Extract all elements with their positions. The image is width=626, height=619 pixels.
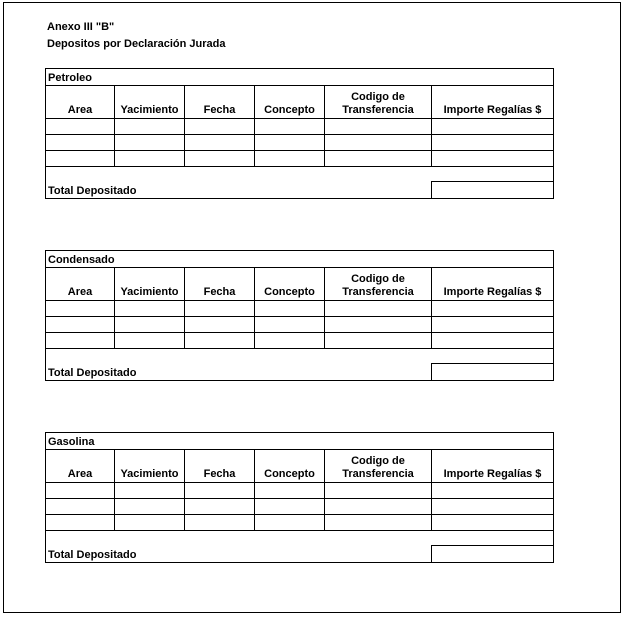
- col-codigo: Codigo de Transferencia: [325, 450, 432, 483]
- total-value-field: [432, 364, 554, 381]
- col-concepto: Concepto: [255, 450, 325, 483]
- total-value-field: [432, 182, 554, 199]
- section-title: Petroleo: [46, 69, 554, 86]
- col-area: Area: [46, 268, 115, 301]
- total-label: Total Depositado: [46, 182, 432, 199]
- section-title: Condensado: [46, 251, 554, 268]
- total-value-field: [432, 546, 554, 563]
- table-row: [46, 119, 554, 135]
- deposit-table: [45, 68, 554, 199]
- deposit-table: [45, 432, 554, 563]
- table-row: [46, 499, 554, 515]
- total-label: Total Depositado: [46, 546, 432, 563]
- deposit-table: [45, 250, 554, 381]
- col-area: Area: [46, 86, 115, 119]
- table-row: [46, 483, 554, 499]
- col-codigo: Codigo de Transferencia: [325, 268, 432, 301]
- section-condensado: [45, 250, 554, 381]
- table-row: [46, 515, 554, 531]
- section-title: Gasolina: [46, 433, 554, 450]
- col-fecha: Fecha: [185, 86, 255, 119]
- table-row: [46, 333, 554, 349]
- total-label: Total Depositado: [46, 364, 432, 381]
- col-yacimiento: Yacimiento: [115, 86, 185, 119]
- table-row: [46, 317, 554, 333]
- col-area: Area: [46, 450, 115, 483]
- col-importe: Importe Regalías $: [432, 450, 554, 483]
- col-importe: Importe Regalías $: [432, 268, 554, 301]
- section-gasolina: [45, 432, 554, 563]
- col-concepto: Concepto: [255, 86, 325, 119]
- col-importe: Importe Regalías $: [432, 86, 554, 119]
- table-row: [46, 135, 554, 151]
- annex-subtitle: Depositos por Declaración Jurada: [47, 38, 226, 50]
- col-fecha: Fecha: [185, 450, 255, 483]
- annex-title: Anexo III "B": [47, 21, 115, 33]
- col-concepto: Concepto: [255, 268, 325, 301]
- col-yacimiento: Yacimiento: [115, 450, 185, 483]
- col-codigo: Codigo de Transferencia: [325, 86, 432, 119]
- section-petroleo: [45, 68, 554, 199]
- col-yacimiento: Yacimiento: [115, 268, 185, 301]
- table-row: [46, 301, 554, 317]
- table-row: [46, 151, 554, 167]
- col-fecha: Fecha: [185, 268, 255, 301]
